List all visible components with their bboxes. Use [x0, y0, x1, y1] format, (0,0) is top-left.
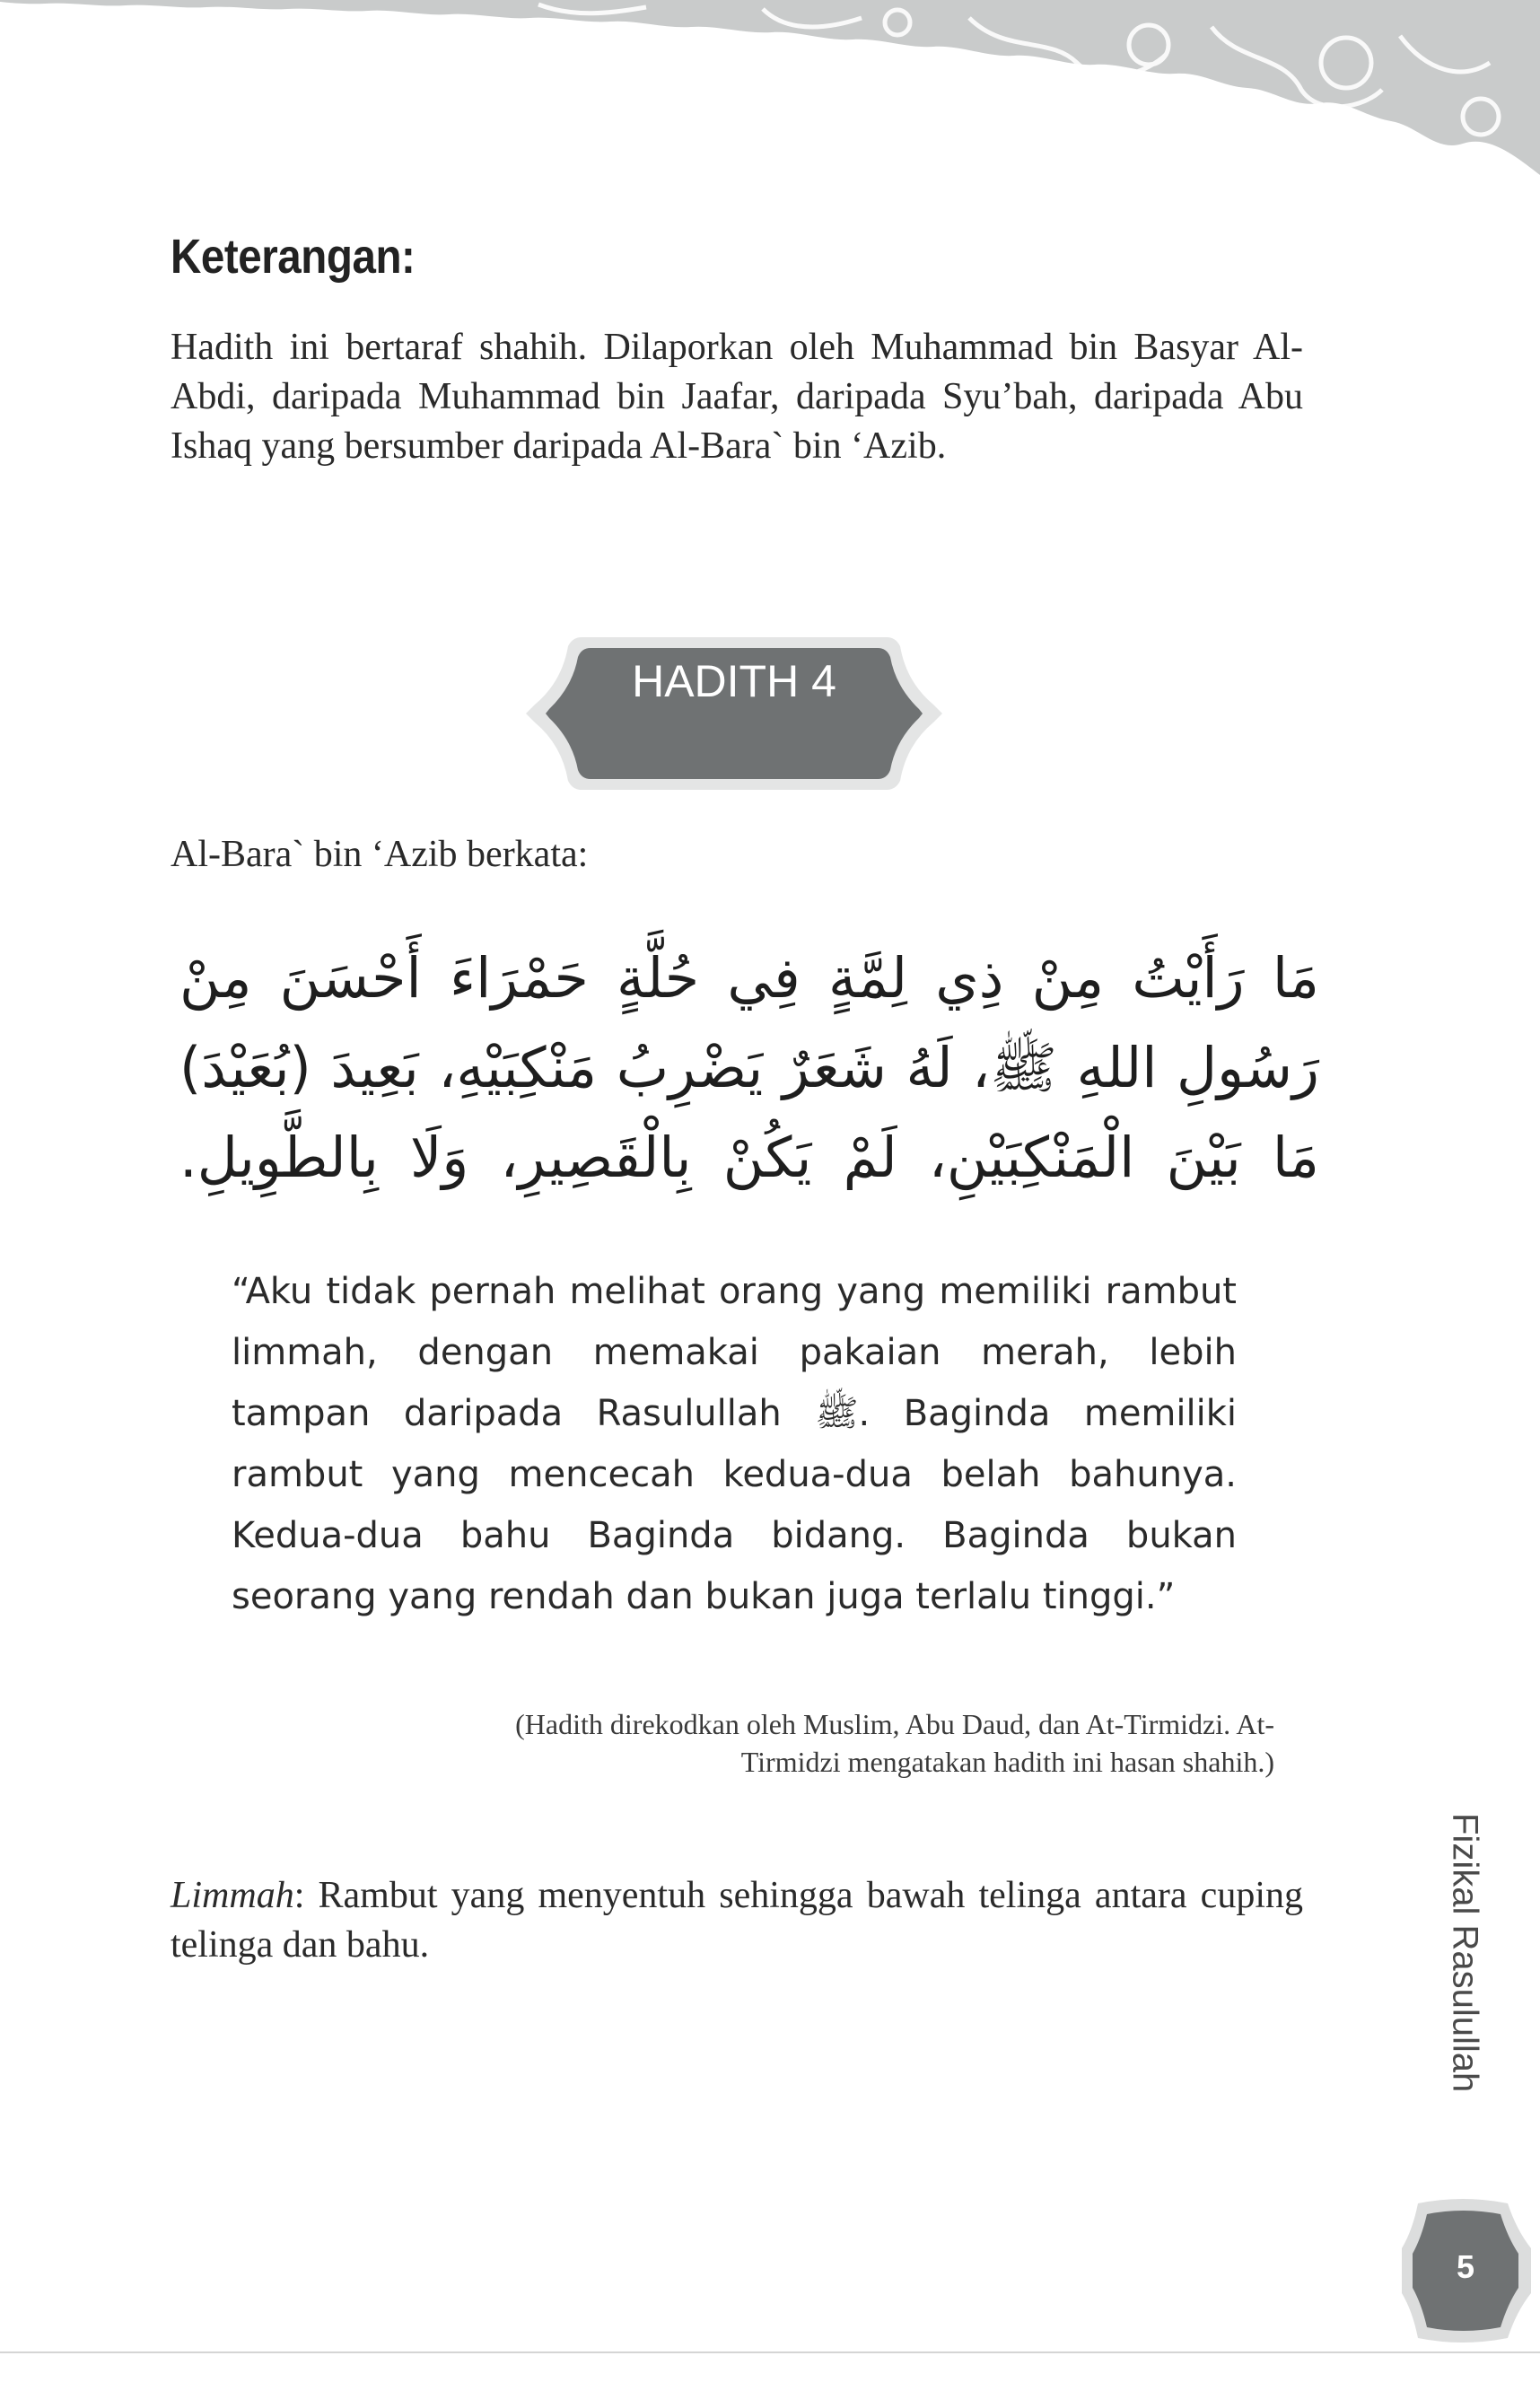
- hadith-source: (Hadith direkodkan oleh Muslim, Abu Daud, dan At-Tirmidzi. At-Tirmidzi mengatakan hadith ini hasan shahih.): [515, 1708, 1274, 1778]
- floral-ornament-border: [0, 0, 1540, 180]
- page-number: 5: [1456, 2248, 1475, 2285]
- hadith-title: HADITH 4: [632, 656, 836, 706]
- note-term: Limmah: [171, 1875, 294, 1916]
- page-bottom-edge: [0, 2351, 1540, 2353]
- hadith-arabic-text: مَا رَأَيْتُ مِنْ ذِي لِمَّةٍ فِي حُلَّةٍ حَمْرَاءَ أَحْسَنَ مِنْ رَسُولِ اللهِ ﷺ، لَهُ شَعَرٌ يَضْرِبُ مَنْكِبَيْهِ، بَعِيدَ (بُعَيْدَ) مَا بَيْنَ الْمَنْكِبَيْنِ، لَمْ يَكُنْ بِالْقَصِيرِ، وَلَا بِالطَّوِيلِ.: [179, 945, 1319, 1190]
- hadith-intro: Al-Bara` bin ‘Azib berkata:: [171, 834, 589, 875]
- keterangan-text: Hadith ini bertaraf shahih. Dilaporkan oleh Muhammad bin Basyar Al-Abdi, daripada Muhammad bin Jaafar, daripada Syu’bah, daripada Abu Ishaq yang bersumber daripada Al-Bara` bin ‘Azib.: [171, 327, 1303, 467]
- limmah-note: [171, 1871, 1303, 1970]
- hadith-title-badge: [519, 619, 949, 808]
- book-title-vertical: Fizikal Rasulullah: [1445, 1813, 1485, 2093]
- hadith-translation: “Aku tidak pernah melihat orang yang memiliki rambut limmah, dengan memakai pakaian merah, lebih tampan daripada Rasulullah ﷺ. Baginda memiliki rambut yang mencecah kedua-dua belah bahunya. Kedua-dua bahu Baginda bidang. Baginda bukan seorang yang rendah dan bukan juga terlalu tinggi.”: [232, 1271, 1238, 1617]
- keterangan-heading: Keterangan:: [171, 230, 416, 284]
- note-definition: : Rambut yang menyentuh sehingga bawah telinga antara cuping telinga dan bahu.: [171, 1875, 1303, 1966]
